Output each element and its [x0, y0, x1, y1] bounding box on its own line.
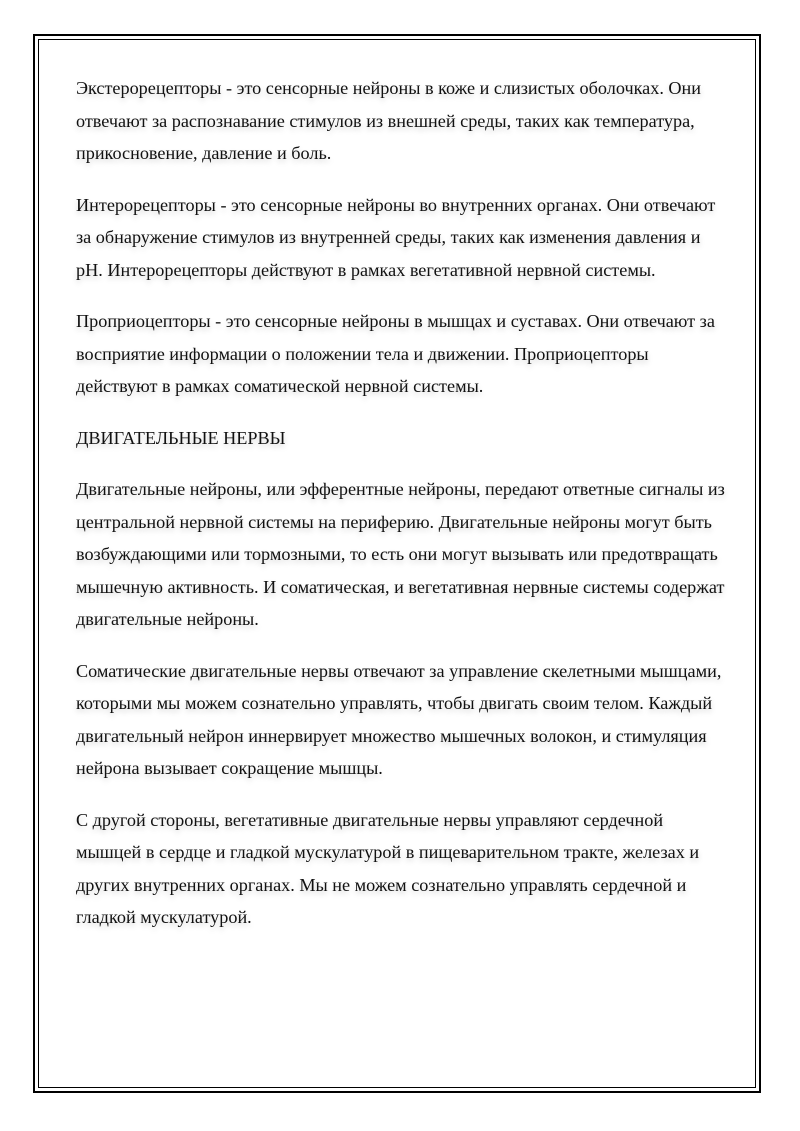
section-heading-motor-nerves: ДВИГАТЕЛЬНЫЕ НЕРВЫ [76, 427, 286, 448]
paragraph-exteroceptors: Экстерорецепторы - это сенсорные нейроны в коже и слизистых оболочках. Они отвечают за распознавание стимулов из внешней среды, таких как температура, прикосновение, давление и боль. [76, 78, 702, 163]
paragraph-somatic-motor-nerves: Соматические двигательные нервы отвечают за управление скелетными мышцами, которыми мы можем сознательно управлять, чтобы двигать своим телом. Каждый двигательный нейрон иннервирует множество мышечных волокон, и стимуляция нейрона вызывает сокращение мышцы. [76, 660, 722, 778]
paragraph-proprioceptors: Проприоцепторы - это сенсорные нейроны в мышцах и суставах. Они отвечают за восприятие информации о положении тела и движении. Проприоцепторы действуют в рамках соматической нервной системы. [76, 311, 715, 396]
document-body [76, 72, 726, 953]
paragraph-autonomic-motor-nerves: С другой стороны, вегетативные двигательные нервы управляют сердечной мышцей в сердце и гладкой мускулатурой в пищеварительном тракте, железах и других внутренних органах. Мы не можем сознательно управлять сердечной и гладкой мускулатурой. [76, 809, 700, 927]
paragraph-motor-neurons: Двигательные нейроны, или эфферентные нейроны, передают ответные сигналы из центральной нервной системы на периферию. Двигательные нейроны могут быть возбуждающими или тормозными, то есть они могут вызывать или предотвращать мышечную активность. И соматическая, и вегетативная нервные системы содержат двигательные нейроны. [76, 479, 725, 629]
paragraph-interoceptors: Интерорецепторы - это сенсорные нейроны во внутренних органах. Они отвечают за обнаружение стимулов из внутренней среды, таких как изменения давления и pH. Интерорецепторы действуют в рамках вегетативной нервной системы. [76, 194, 716, 280]
